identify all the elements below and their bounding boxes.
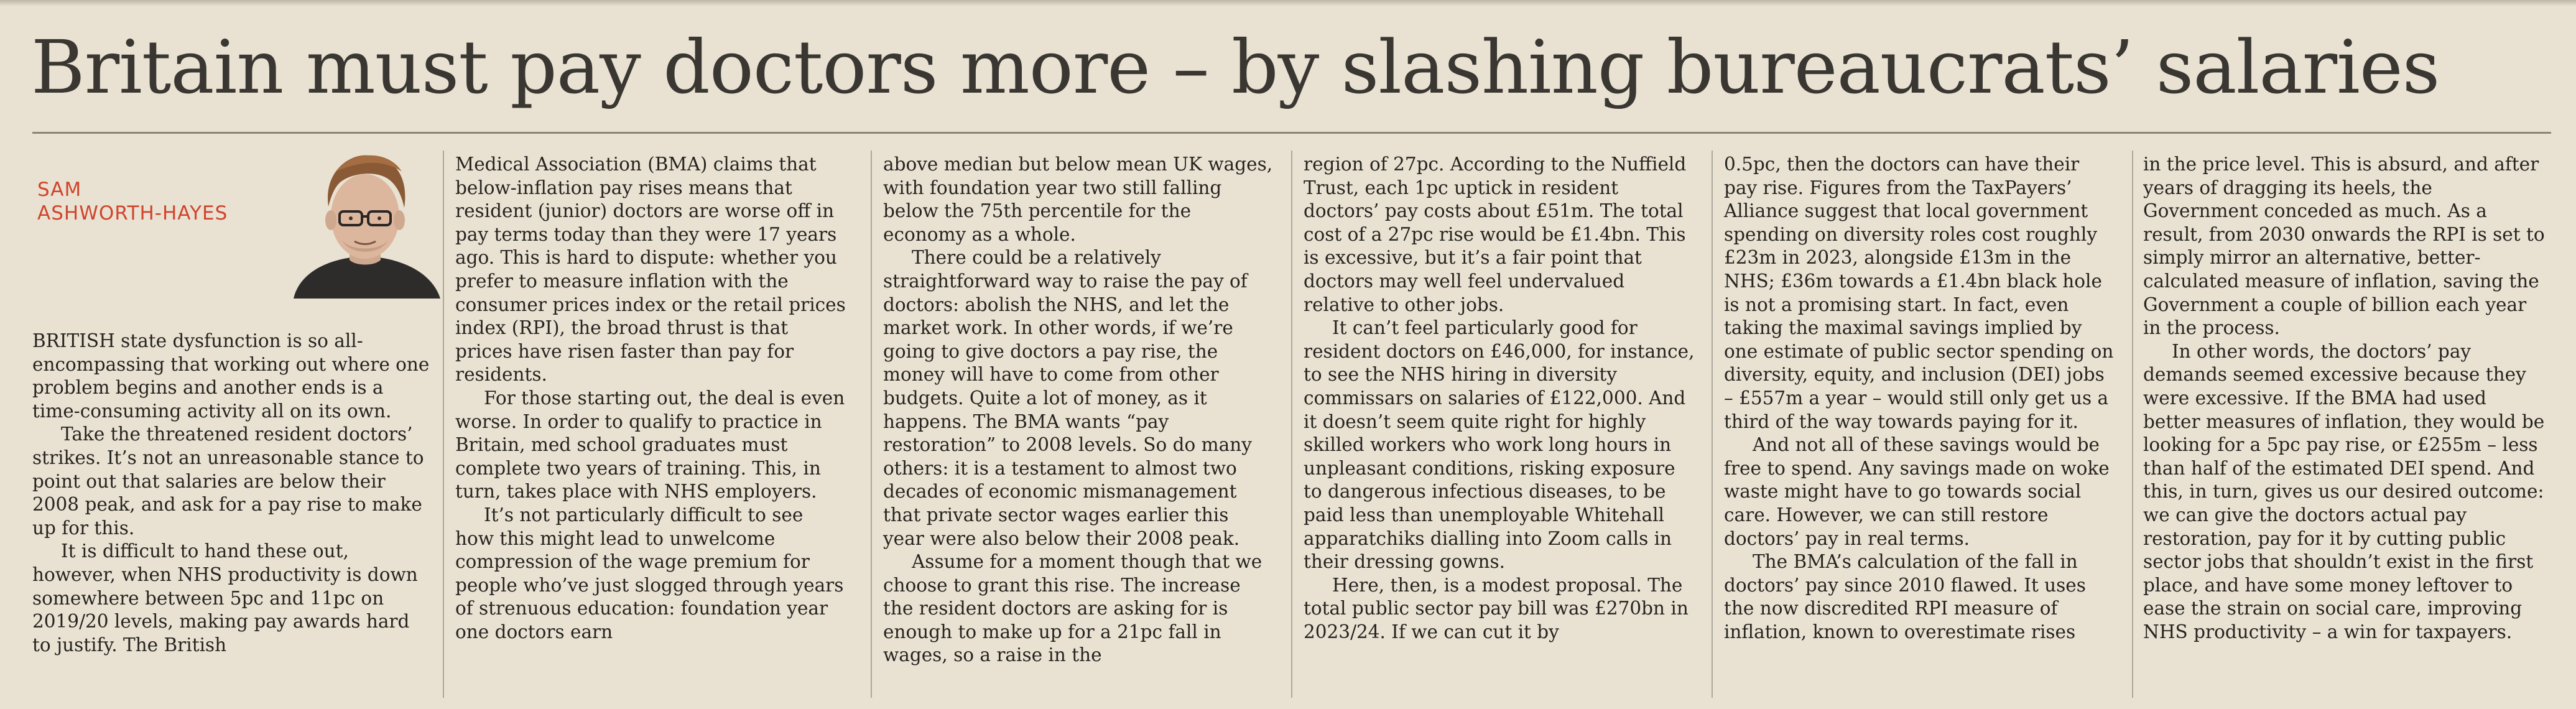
column-rule [871, 151, 872, 698]
column-rule [443, 151, 444, 698]
column-rule [2132, 151, 2133, 698]
paragraph: Here, then, is a modest proposal. The total public sector pay bill was £270bn in 2023/24. If we can cut it by [1304, 574, 1689, 642]
paragraph: Medical Association (BMA) claims that below-inflation pay rises means that resident (junior) doctors are worse off in pay terms today than they were 17 years ago. This is hard to dispute: whether you prefer to measure inflation with the consumer prices index or the retail prices index (RPI), the broad thrust is that prices have risen faster than pay for residents. [455, 154, 846, 386]
paragraph: The BMA’s calculation of the fall in doctors’ pay since 2010 flawed. It uses the now discredited RPI measure of inflation, known to overestimate rises [1724, 551, 2086, 642]
column-rule [1712, 151, 1713, 698]
paragraph: 0.5pc, then the doctors can have their pay rise. Figures from the TaxPayers’ Alliance suggest that local government spending on diversity roles cost roughly £23m in 2023, alongside £13m in the NHS; £36m towards a £1.4bn black hole is not a promising start. In fact, even taking the maximal savings implied by one estimate of public sector spending on diversity, equity, and inclusion (DEI) jobs – £557m a year – would still only get us a third of the way towards paying for it. [1724, 154, 2114, 432]
paragraph: above median but below mean UK wages, with foundation year two still falling below the 75th percentile for the economy as a whole. [883, 154, 1273, 245]
article-column-4 [1304, 153, 1695, 644]
article-column-3 [883, 153, 1275, 667]
paragraph: Assume for a moment though that we choose to grant this rise. The increase the resident doctors are asking for is enough to make up for a 21pc fall in wages, so a raise in the [883, 551, 1263, 666]
paragraph: BRITISH state dysfunction is so all-encompassing that working out where one problem begins and another ends is a time-consuming activity all on its own. [32, 330, 430, 422]
paragraph: In other words, the doctors’ pay demands seemed excessive because they were excessive. If the BMA had used better measures of inflation, they would be looking for a 5pc pay rise, or £255m – less than half of the estimated DEI spend. And this, in turn, gives us our desired outcome: we can give the doctors actual pay restoration, pay for it by cutting public sector jobs that shouldn’t exist in the first place, and have some money leftover to ease the strain on social care, improving NHS productivity – a win for taxpayers. [2143, 340, 2545, 642]
paragraph: For those starting out, the deal is even worse. In order to qualify to practice in Britain, med school graduates must complete two years of training. This, in turn, takes place with NHS employers. [455, 387, 845, 503]
paragraph: It’s not particularly difficult to see how this might lead to unwelcome compression of the wage premium for people who’ve just slogged through years of strenuous education: foundation year one doctors earn [455, 504, 844, 642]
byline-block [32, 147, 430, 315]
paragraph: There could be a relatively straightforward way to raise the pay of doctors: abolish the NHS, and let the market work. In other words, if we’re going to give doctors a pay rise, the money will have to come from other budgets. Quite a lot of money, as it happens. The BMA wants “pay restoration” to 2008 levels. So do many others: it is a testament to almost two decades of economic mismanagement that private sector wages earlier this year were also below their 2008 peak. [883, 247, 1252, 549]
paragraph: It can’t feel particularly good for resident doctors on £46,000, for instance, to see the NHS hiring in diversity commissars on salaries of £122,000. And it doesn’t seem quite right for highly skilled workers who work long hours in unpleasant conditions, risking exposure to dangerous infectious diseases, to be paid less than unemployable Whitehall apparatchiks dialling into Zoom calls in their dressing gowns. [1304, 317, 1695, 573]
author-byline [37, 178, 228, 225]
author-last-name: ASHWORTH-HAYES [37, 202, 228, 225]
paragraph: And not all of these savings would be free to spend. Any savings made on woke waste might have to go towards social care. However, we can still restore doctors’ pay in real terms. [1724, 434, 2110, 549]
paragraph: It is difficult to hand these out, however, when NHS productivity is down somewhere between 5pc and 11pc on 2019/20 levels, making pay awards hard to justify. The British [32, 540, 418, 656]
article-column-1 [32, 330, 430, 657]
article-column-2 [455, 153, 847, 644]
author-photo [287, 147, 443, 299]
headline-rule [32, 132, 2551, 134]
paragraph: Take the threatened resident doctors’ strikes. It’s not an unreasonable stance to point out that salaries are below their 2008 peak, and ask for a pay rise to make up for this. [32, 424, 424, 539]
article-column-6 [2143, 153, 2547, 644]
author-first-name: SAM [37, 178, 82, 201]
article-column-5 [1724, 153, 2116, 644]
column-rule [1291, 151, 1292, 698]
paragraph: in the price level. This is absurd, and after years of dragging its heels, the Government conceded as much. As a result, from 2030 onwards the RPI is set to simply mirror an alternative, better-calculated measure of inflation, saving the Government a couple of billion each year in the process. [2143, 154, 2545, 339]
paragraph: region of 27pc. According to the Nuffield Trust, each 1pc uptick in resident doctors’ pay costs about £51m. The total cost of a 27pc rise would be £1.4bn. This is excessive, but it’s a fair point that doctors may well feel undervalued relative to other jobs. [1304, 154, 1687, 315]
headline: Britain must pay doctors more – by slashing bureaucrats’ salaries [31, 24, 2440, 110]
page-top-edge [0, 0, 2576, 6]
